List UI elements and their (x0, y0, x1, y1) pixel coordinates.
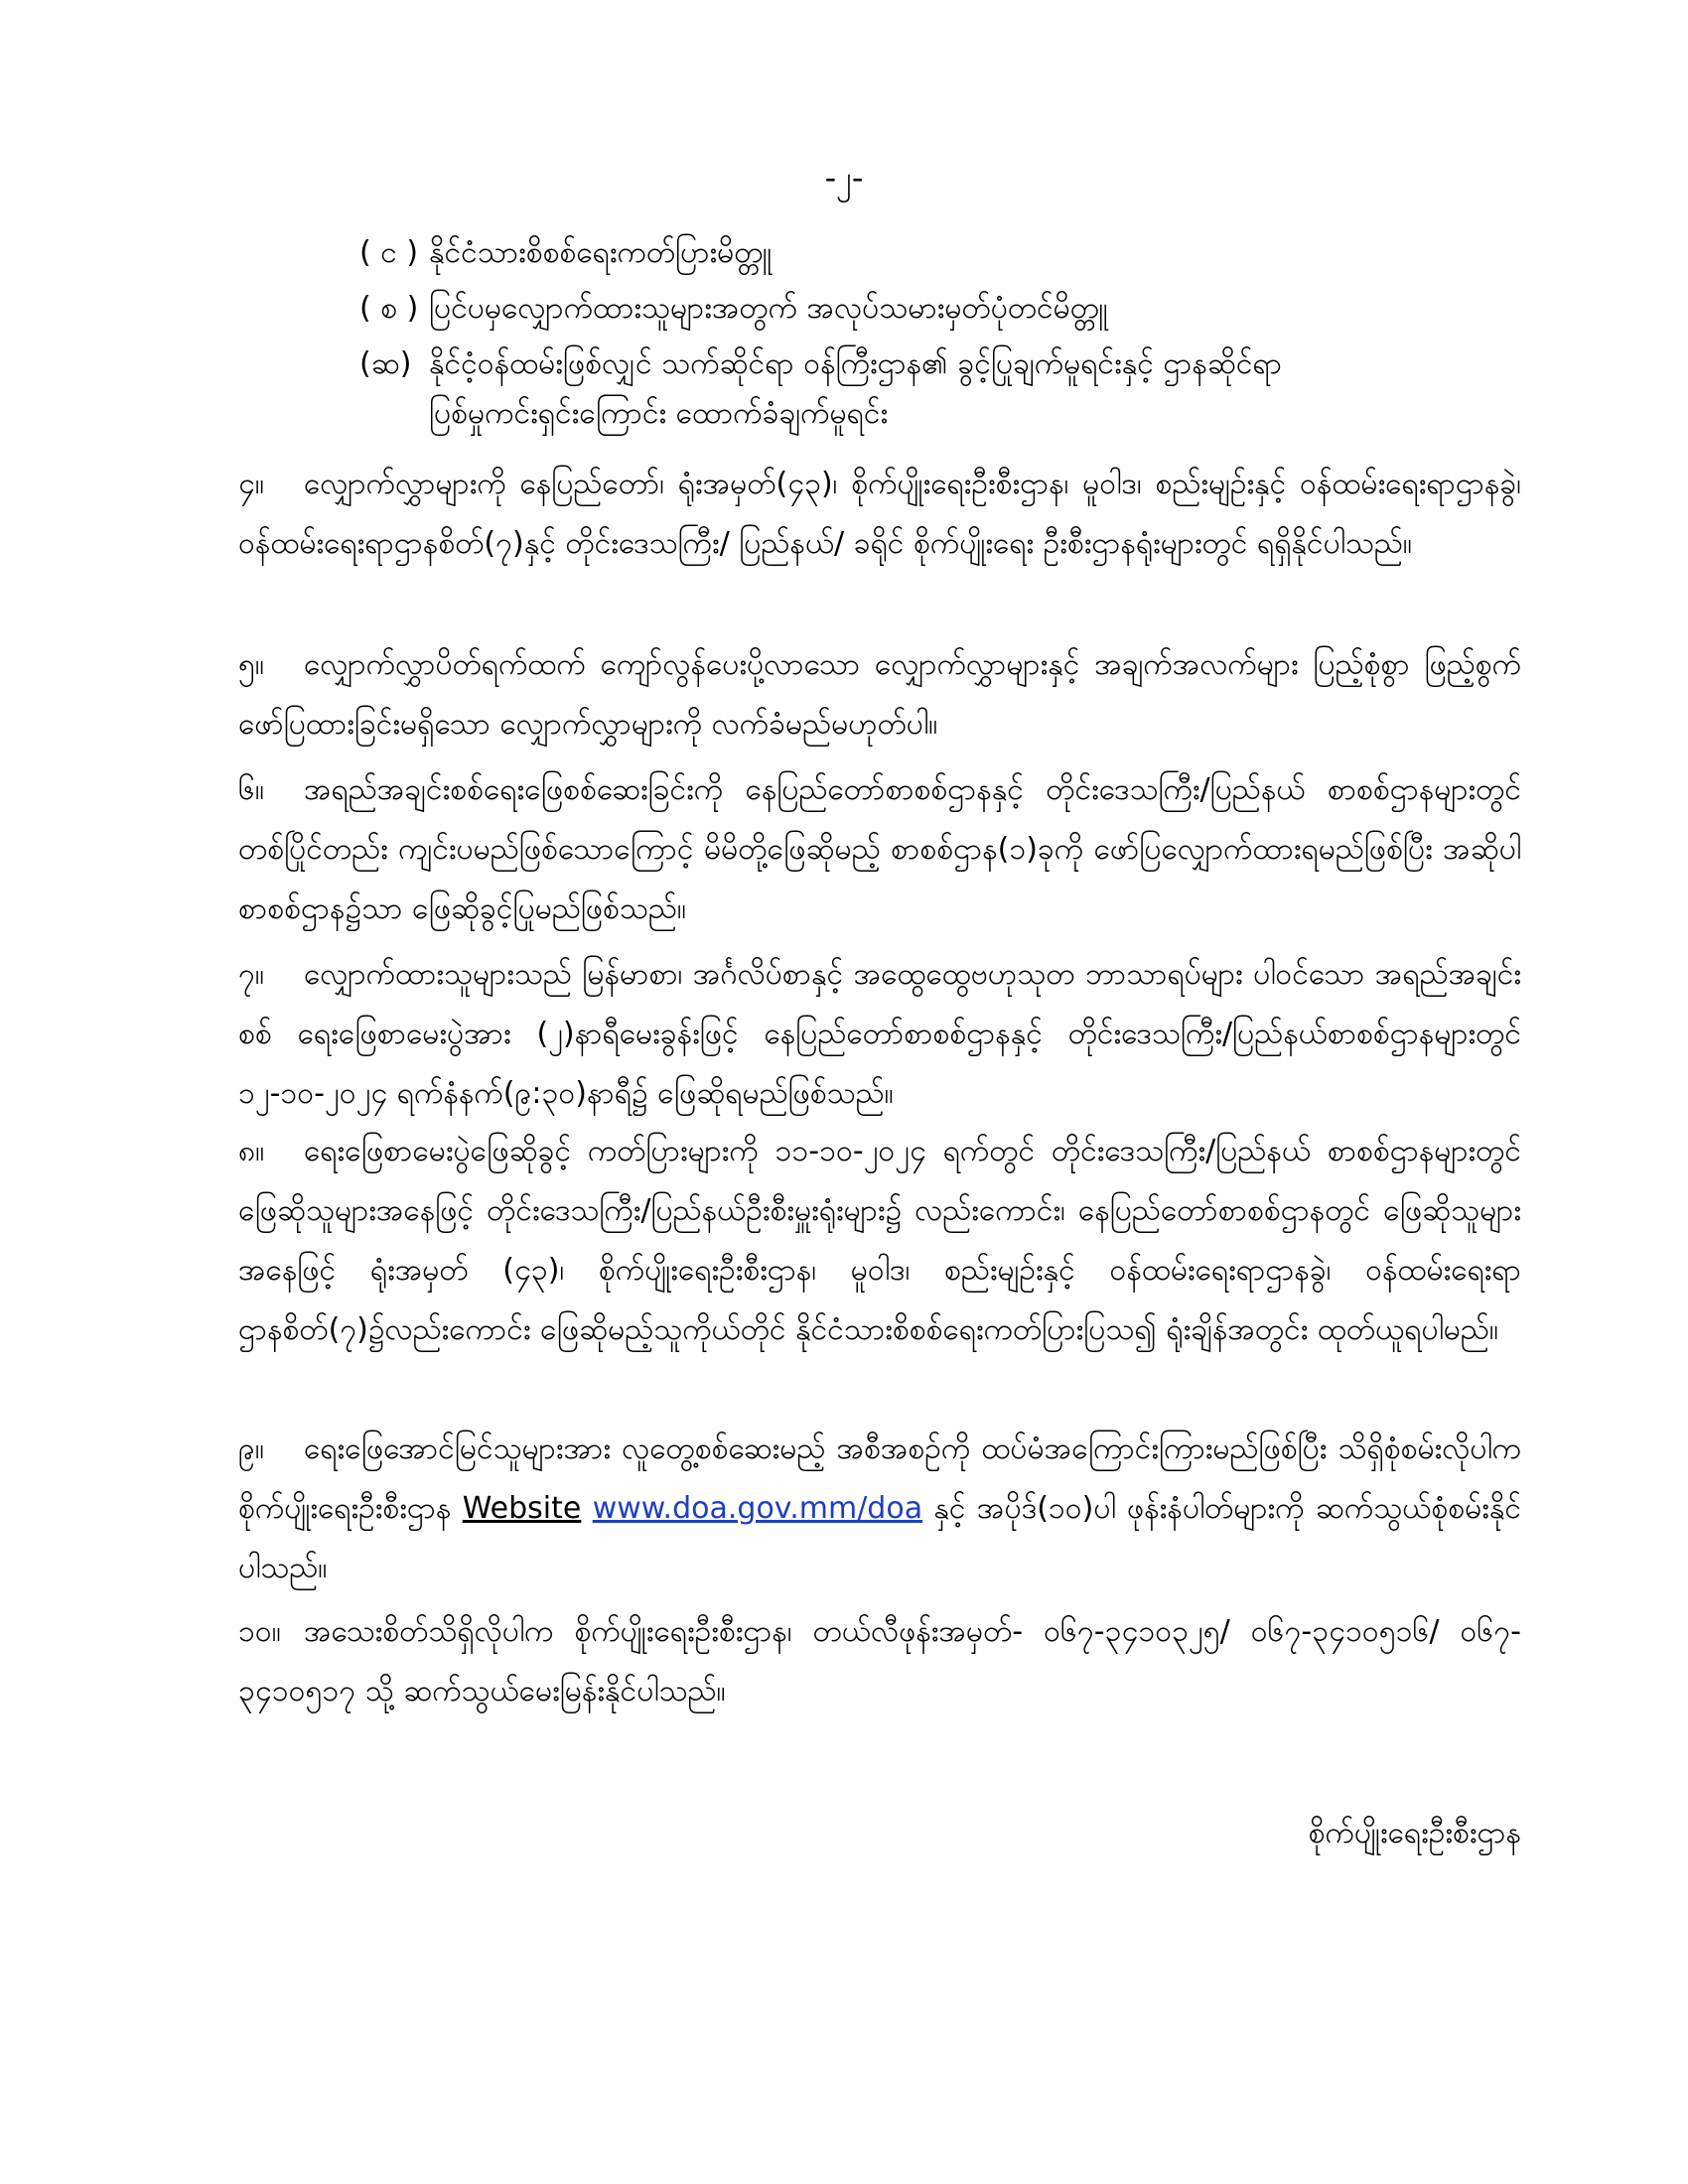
paragraph-number: ၅။ (238, 647, 264, 682)
sub-item-text: နိုင်ငံ့ဝန်ထမ်းဖြစ်လျှင် သက်ဆိုင်ရာ ဝန်ကြီးဌာန၏ ခွင့်ပြုချက်မူရင်းနှင့် ဌာနဆိုင်ရာ (429, 346, 1283, 381)
paragraph-number: ၆။ (238, 772, 264, 807)
paragraph-text: လျှောက်လွှာပိတ်ရက်ထက် ကျော်လွန်ပေးပို့လာသော လျှောက်လွှာများနှင့် အချက်အလက်များ ပြည့်စုံစွာ ဖြည့်စွက်ဖော်ပြထားခြင်းမရှိသော လျှောက်လွှာများကို လက်ခံမည်မဟုတ်ပါ။ (238, 647, 1521, 742)
paragraph-text: အသေးစိတ်သိရှိလိုပါက စိုက်ပျိုးရေးဦးစီးဌာန၊ တယ်လီဖုန်းအမှတ်- ၀၆၇-၃၄၁၀၃၂၅/ ၀၆၇-၃၄၁၀၅၁၆/ ၀၆၇- ၃၄၁၀၅၁၇ သို့ ဆက်သွယ်မေးမြန်းနိုင်ပါသည်။ (238, 1614, 1521, 1708)
sub-item-hsa (359, 340, 1521, 439)
sub-item-text: ပြင်ပမှလျှောက်ထားသူများအတွက် အလုပ်သမားမှတ်ပုံတင်မိတ္တူ (429, 291, 1108, 326)
sub-item-text: နိုင်ငံသားစိစစ်ရေးကတ်ပြားမိတ္တူ (429, 235, 773, 270)
paragraph-7 (238, 945, 1521, 1124)
paragraph-4 (238, 455, 1521, 574)
signature-department: စိုက်ပျိုးရေးဦးစီးဌာန (1308, 1816, 1521, 1850)
sub-item-marker: ( င ) (359, 235, 419, 270)
sub-item-continuation: ပြစ်မှုကင်းရှင်းကြောင်း ထောက်ခံချက်မူရင်း (429, 396, 889, 431)
paragraph-text: လျှောက်ထားသူများသည် မြန်မာစာ၊ အင်္ဂလိပ်စာနှင့် အထွေထွေဗဟုသုတ ဘာသာရပ်များ ပါဝင်သော အရည်အချင်းစစ် ရေးဖြေစာမေးပွဲအား (၂)နာရီမေးခွန်းဖြင့် နေပြည်တော်စာစစ်ဌာနနှင့် တိုင်းဒေသကြီး/ပြည်နယ်စာစစ်ဌာနများတွင် ၁၂-၁၀-၂၀၂၄ ရက်နံနက်(၉:၃၀)နာရီ၌ ဖြေဆိုရမည်ဖြစ်သည်။ (238, 957, 1521, 1111)
sub-item-marker: (ဆ) (359, 346, 412, 381)
paragraph-6 (238, 760, 1521, 939)
paragraph-number: ၈။ (238, 1134, 265, 1168)
sub-item-sa (359, 284, 1521, 334)
paragraph-number: ၄။ (238, 467, 264, 501)
paragraph-number: ၉။ (238, 1432, 264, 1466)
website-label: Website (462, 1491, 582, 1526)
paragraph-text: လျှောက်လွှာများကို နေပြည်တော်၊ ရုံးအမှတ်(၄၃)၊ စိုက်ပျိုးရေးဦးစီးဌာန၊ မူဝါဒ၊ စည်းမျဉ်းနှင့် ဝန်ထမ်းရေးရာဌာနခွဲ၊ ဝန်ထမ်းရေးရာဌာနစိတ်(၇)နှင့် တိုင်းဒေသကြီး/ ပြည်နယ်/ ခရိုင် စိုက်ပျိုးရေး ဦးစီးဌာနရုံးများတွင် ရရှိနိုင်ပါသည်။ (238, 467, 1521, 561)
paragraph-text-after: နှင့် အပိုဒ်(၁၀)ပါ ဖုန်းနံပါတ်များကို ဆက်သွယ်စုံစမ်းနိုင်ပါသည်။ (238, 1491, 1521, 1585)
sub-item-marker: ( စ ) (359, 291, 419, 326)
paragraph-number: ၁၀။ (238, 1614, 281, 1649)
paragraph-text: အရည်အချင်းစစ်ရေးဖြေစစ်ဆေးခြင်းကို နေပြည်တော်စာစစ်ဌာနနှင့် တိုင်းဒေသကြီး/ပြည်နယ် စာစစ်ဌာနများတွင် တစ်ပြိုင်တည်း ကျင်းပမည်ဖြစ်သောကြောင့် မိမိတို့ဖြေဆိုမည့် စာစစ်ဌာန(၁)ခုကို ဖော်ပြလျှောက်ထားရမည်ဖြစ်ပြီး အဆိုပါစာစစ်ဌာန၌သာ ဖြေဆိုခွင့်ပြုမည်ဖြစ်သည်။ (238, 772, 1521, 926)
paragraph-10 (238, 1602, 1521, 1721)
page-number: -၂- (824, 159, 864, 197)
paragraph-text: ရေးဖြေအောင်မြင်သူများအား လူတွေ့စစ်ဆေးမည့် အစီအစဉ်ကို ထပ်မံအကြောင်းကြားမည်ဖြစ်ပြီး သိရှိစုံစမ်းလိုပါက စိုက်ပျိုးရေးဦးစီးဌာန (238, 1432, 1521, 1526)
paragraph-5 (238, 635, 1521, 754)
paragraph-8 (238, 1122, 1521, 1360)
sub-item-nga (359, 228, 1521, 278)
paragraph-text: ရေးဖြေစာမေးပွဲဖြေဆိုခွင့် ကတ်ပြားများကို ၁၁-၁၀-၂၀၂၄ ရက်တွင် တိုင်းဒေသကြီး/ပြည်နယ် စာစစ်ဌာနများတွင်ဖြေဆိုသူများအနေဖြင့် တိုင်းဒေသကြီး/ပြည်နယ်ဦးစီးမှူးရုံးများ၌ လည်းကောင်း၊ နေပြည်တော်စာစစ်ဌာနတွင် ဖြေဆိုသူများအနေဖြင့် ရုံးအမှတ် (၄၃)၊ စိုက်ပျိုးရေးဦးစီးဌာန၊ မူဝါဒ၊ စည်းမျဉ်းနှင့် ဝန်ထမ်းရေးရာဌာနခွဲ၊ ဝန်ထမ်းရေးရာဌာနစိတ်(၇)၌လည်းကောင်း ဖြေဆိုမည့်သူကိုယ်တိုင် နိုင်ငံသားစိစစ်ရေးကတ်ပြားပြသ၍ ရုံးချိန်အတွင်း ထုတ်ယူရပါမည်။ (238, 1134, 1521, 1347)
paragraph-number: ၇။ (238, 957, 264, 992)
website-link[interactable]: www.doa.gov.mm/doa (592, 1491, 923, 1526)
paragraph-9 (238, 1420, 1521, 1598)
